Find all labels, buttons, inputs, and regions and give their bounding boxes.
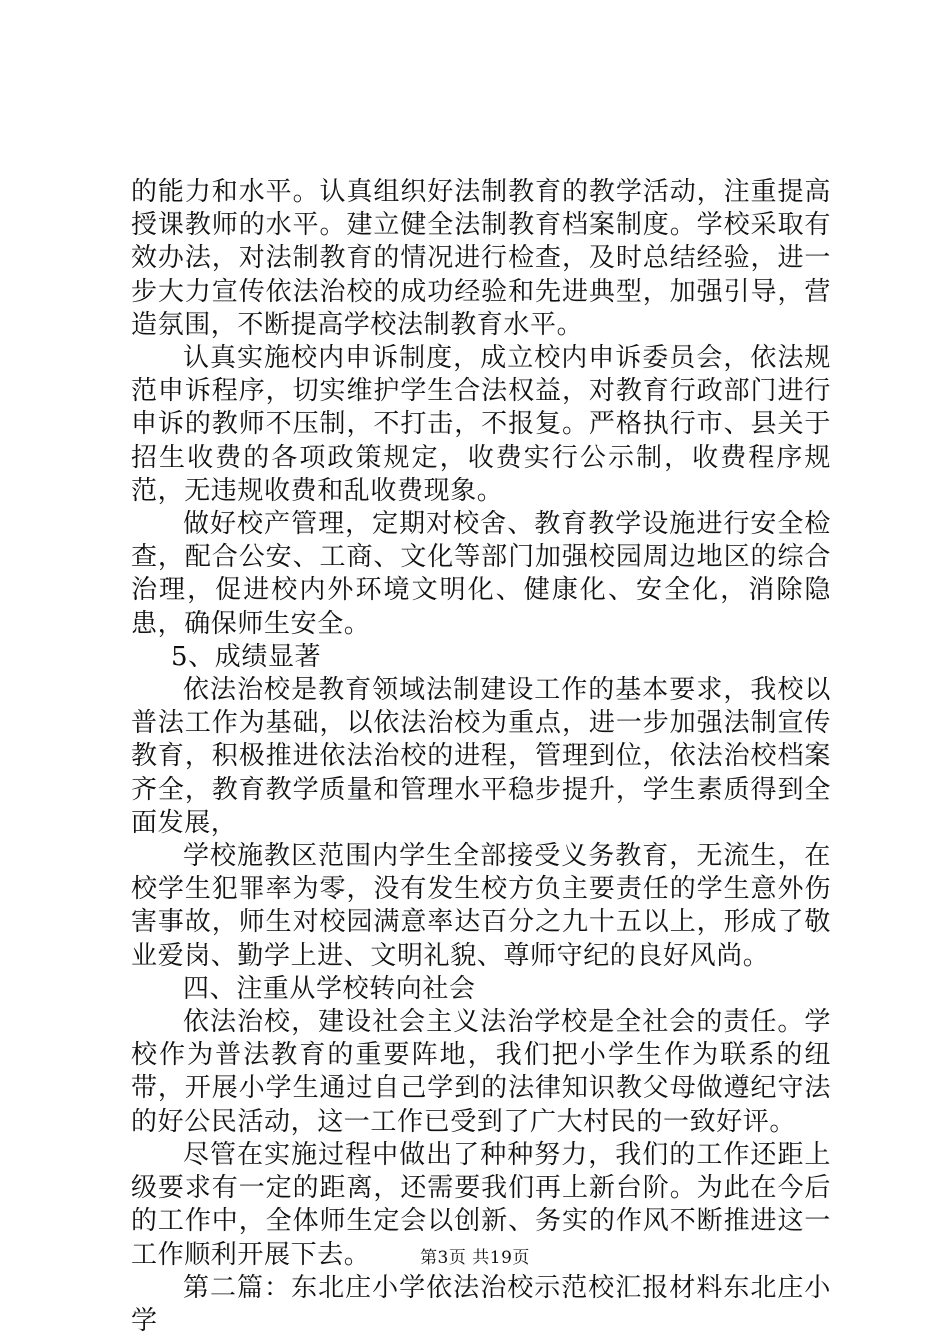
- page-number-footer: 第3页 共19页: [420, 1248, 530, 1268]
- paragraph-society-responsibility: 依法治校，建设社会主义法治学校是全社会的责任。学校作为普法教育的重要阵地，我们把小学生作为联系的纽带，开展小学生通过自己学到的法律知识教父母做遵纪守法的好公民活动，这一工作已受到了广大村民的一致好评。: [131, 1007, 831, 1137]
- paragraph-conclusion: 尽管在实施过程中做出了种种努力，我们的工作还距上级要求有一定的距离，还需要我们再上新台阶。为此在今后的工作中，全体师生定会以创新、务实的作风不断推进这一工作顺利开展下去。: [131, 1139, 831, 1270]
- document-body: [131, 176, 831, 1338]
- paragraph-school-property: 做好校产管理，定期对校舍、教育教学设施进行安全检查，配合公安、工商、文化等部门加强校园周边地区的综合治理，促进校内外环境文明化、健康化、安全化，消除隐患，确保师生安全。: [131, 509, 831, 639]
- section-heading-results: 5、成绩显著: [171, 641, 322, 672]
- paragraph-appeal-system: 认真实施校内申诉制度，成立校内申诉委员会，依法规范申诉程序，切实维护学生合法权益，对教育行政部门进行申诉的教师不压制，不打击，不报复。严格执行市、县关于招生收费的各项政策规定，收费实行公示制，收费程序规范，无违规收费和乱收费现象。: [131, 343, 831, 506]
- paragraph-rule-of-law: 依法治校是教育领域法制建设工作的基本要求，我校以普法工作为基础，以依法治校为重点，进一步加强法制宣传教育，积极推进依法治校的进程，管理到位，依法治校档案齐全，教育教学质量和管理水平稳步提升，学生素质得到全面发展，: [131, 675, 831, 838]
- section-heading-society: 四、注重从学校转向社会: [183, 973, 476, 1004]
- paragraph-continuation: 的能力和水平。认真组织好法制教育的教学活动，注重提高授课教师的水平。建立健全法制教育档案制度。学校采取有效办法，对法制教育的情况进行检查，及时总结经验，进一步大力宣传依法治校的成功经验和先进典型，加强引导，营造氛围，不断提高学校法制教育水平。: [131, 177, 831, 340]
- paragraph-second-article: 第二篇：东北庄小学依法治校示范校汇报材料东北庄小学: [131, 1272, 831, 1336]
- paragraph-compulsory-education: 学校施教区范围内学生全部接受义务教育，无流生，在校学生犯罪率为零，没有发生校方负主要责任的学生意外伤害事故，师生对校园满意率达百分之九十五以上，形成了敬业爱岗、勤学上进、文明礼貌、尊师守纪的良好风尚。: [131, 841, 831, 971]
